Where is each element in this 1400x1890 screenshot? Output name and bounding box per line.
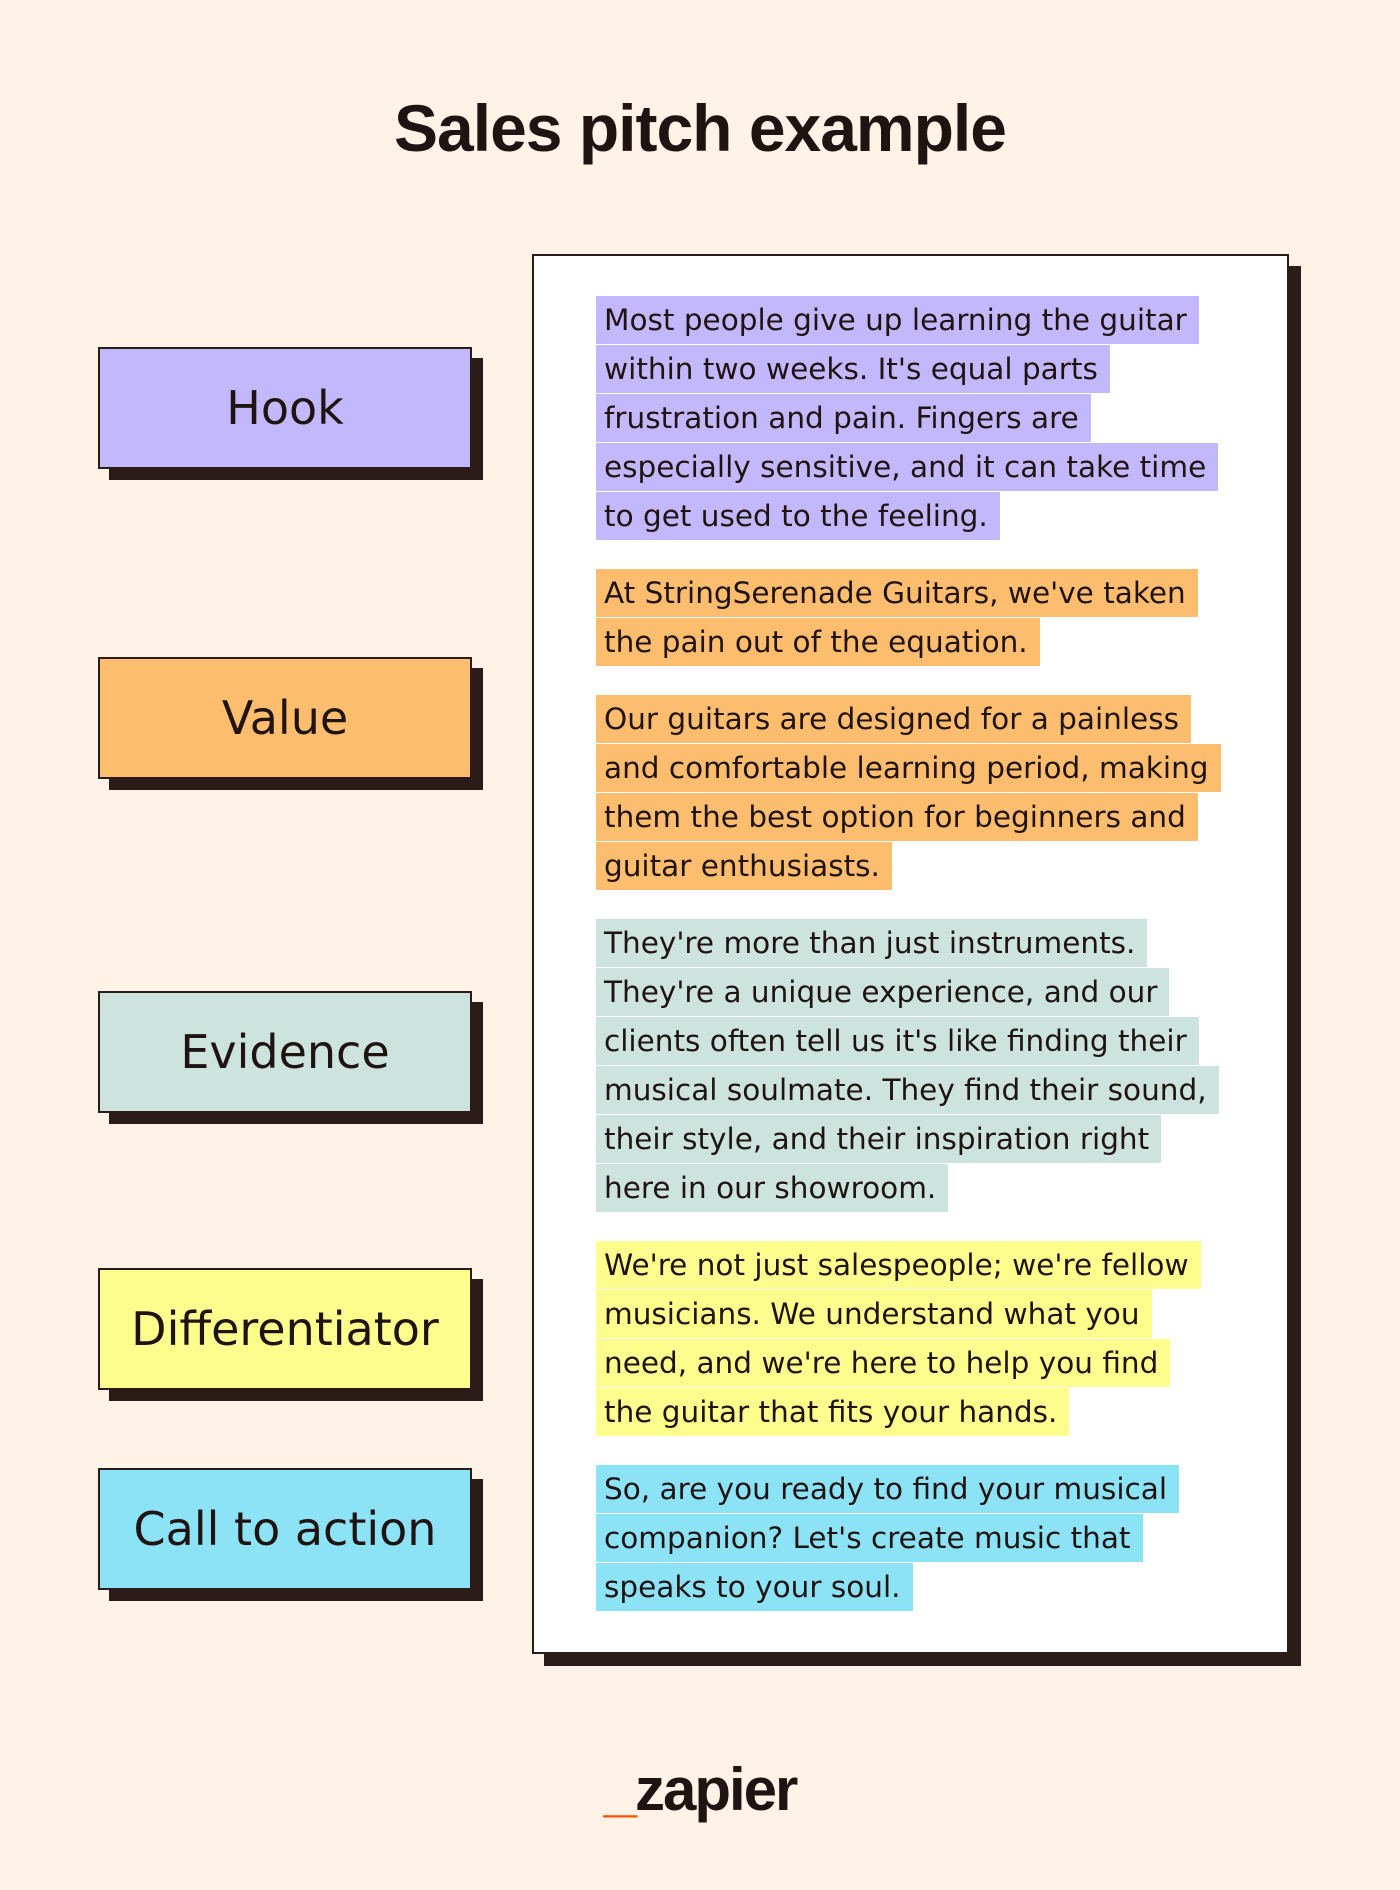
differentiator-text: [596, 1241, 1201, 1436]
evidence-paragraph: [596, 919, 1256, 1213]
differentiator-label: Differentiator: [98, 1268, 472, 1390]
logo-underscore: _: [603, 1756, 635, 1823]
evidence-line: They're more than just instruments.: [604, 926, 1136, 960]
value-text-1: [596, 569, 1198, 666]
pitch-card: [532, 254, 1289, 1654]
call-to-action-line: companion? Let's create music that: [604, 1521, 1131, 1555]
call-to-action-text: [596, 1465, 1179, 1611]
value-line: the pain out of the equation.: [604, 625, 1028, 659]
differentiator-line: We're not just salespeople; we're fellow: [604, 1248, 1189, 1282]
value-line: Our guitars are designed for a painless: [604, 702, 1179, 736]
differentiator-line: musicians. We understand what you: [604, 1297, 1140, 1331]
differentiator-line: the guitar that fits your hands.: [604, 1395, 1058, 1429]
value-paragraph-2: [596, 695, 1256, 891]
value-line: guitar enthusiasts.: [604, 849, 880, 883]
logo-wordmark: zapier: [634, 1756, 797, 1823]
value-line: At StringSerenade Guitars, we've taken: [604, 576, 1186, 610]
hook-text: [596, 296, 1218, 540]
hook-label: Hook: [98, 347, 472, 469]
zapier-logo: [0, 1756, 1400, 1823]
hook-line: frustration and pain. Fingers are: [604, 401, 1079, 435]
evidence-line: They're a unique experience, and our: [604, 975, 1158, 1009]
value-line: them the best option for beginners and: [604, 800, 1186, 834]
evidence-label: Evidence: [98, 991, 472, 1113]
evidence-line: here in our showroom.: [604, 1171, 937, 1205]
page-title: Sales pitch example: [394, 91, 1006, 165]
value-text-2: [596, 695, 1221, 890]
evidence-line: musical soulmate. They find their sound,: [604, 1073, 1207, 1107]
call-to-action-label: Call to action: [98, 1468, 472, 1590]
call-to-action-line: So, are you ready to find your musical: [604, 1472, 1168, 1506]
hook-paragraph: [596, 296, 1256, 541]
evidence-line: their style, and their inspiration right: [604, 1122, 1150, 1156]
hook-line: Most people give up learning the guitar: [604, 303, 1187, 337]
differentiator-line: need, and we're here to help you find: [604, 1346, 1159, 1380]
hook-line: within two weeks. It's equal parts: [604, 352, 1098, 386]
call-to-action-paragraph: [596, 1465, 1256, 1612]
evidence-text: [596, 919, 1219, 1212]
differentiator-paragraph: [596, 1241, 1256, 1437]
value-line: and comfortable learning period, making: [604, 751, 1209, 785]
value-paragraph-1: [596, 569, 1256, 667]
value-label: Value: [98, 657, 472, 779]
evidence-line: clients often tell us it's like finding their: [604, 1024, 1187, 1058]
hook-line: especially sensitive, and it can take time: [604, 450, 1207, 484]
call-to-action-line: speaks to your soul.: [604, 1570, 901, 1604]
hook-line: to get used to the feeling.: [604, 499, 988, 533]
